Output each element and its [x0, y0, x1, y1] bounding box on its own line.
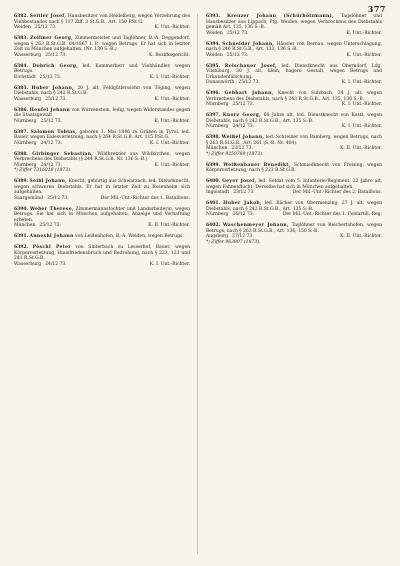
entry-place: Nürnberg [206, 212, 229, 217]
register-entry [206, 113, 382, 130]
entry-court: K. Unt.-Richter. [346, 52, 382, 58]
entry-number: 6383. [14, 36, 29, 41]
entry-place: Nürnberg [14, 118, 37, 124]
entry-court: K. Bezirksgericht. [149, 52, 190, 58]
entry-place-line [206, 31, 382, 37]
entry-number: 6387. [14, 129, 29, 135]
entry-place-line [206, 53, 382, 59]
entry-text: Wildbretzier aus Wildkirchen, wegen Verbrechens des Diebstahls (§ 244 R.St.G.B. Nr. 136 S.-B.) [14, 151, 191, 162]
entry-number: 6399. [206, 162, 221, 168]
entry-number: 6391. [14, 234, 29, 239]
register-entry [14, 130, 190, 147]
right-column [206, 14, 382, 251]
entry-text: von Leidenhofen, B.-A. Weiden, wegen Betrugs. [75, 234, 184, 239]
entry-number: 6390. [14, 206, 29, 212]
entry-number: 6388. [14, 151, 29, 157]
entry-text: Schmiedknecht von Freising, wegen Körperverletzung, nach § 223 R.St.G.B. [206, 162, 383, 173]
entry-date: 25/12 73. [232, 102, 255, 107]
register-entry [206, 223, 382, 245]
register-entry [14, 86, 190, 103]
register-entry [14, 234, 190, 240]
entry-number: 6398. [206, 135, 221, 140]
entry-court: K. II. Unt.-Richter. [148, 223, 190, 228]
entry-court: K. I. Unt.-Richter. [341, 124, 382, 129]
entry-number: 6401. [206, 201, 221, 206]
entry-date: 24/12 73. [232, 124, 255, 129]
entry-text: Knecht, gebürtig aus Schwarzach, led. Dienstknecht, wegen schweren Diebstahls. Er hat in letzter Zeit zu Rosenheim sich aufgehalten. [14, 179, 190, 195]
entry-place-line [14, 141, 190, 147]
entry-place-line [14, 119, 190, 125]
entry-number: 6395. [206, 63, 221, 69]
entry-place: Ingolstadt [206, 190, 230, 195]
entry-number: 6382. [14, 14, 29, 19]
entry-place: Weiden [206, 30, 223, 36]
entry-text: Knecht von Sulzbach, 24 J. alt, wegen Verbrechens des Diebstahls, nach § 243 R.St.G.B., Art. 135, 136 S.-B. [206, 91, 383, 102]
entry-place-line [206, 102, 382, 108]
entry-place: Augsburg [206, 234, 229, 239]
entry-date: 25/12 73. [45, 96, 67, 102]
entry-text: led. Kammerherr und Viehhändler, wegen Betrugs. [14, 63, 190, 74]
entry-name: Reischauer Josef, [224, 63, 277, 69]
entry-name: Gebhart Johann, [224, 91, 274, 96]
entry-name: Houfel Johann [29, 107, 71, 113]
entry-place-line [14, 75, 190, 81]
entry-place: Wasserburg [14, 96, 42, 102]
entry-court: K. Unt.-Richter. [346, 30, 382, 36]
entry-court: K. I. Unt.-Richter. [341, 102, 382, 107]
entry-court: K. Unt.-Richter. [154, 96, 190, 102]
entry-date: 25/12 73. [47, 195, 69, 201]
entry-place-line [14, 196, 190, 202]
entry-court: K. I. Unt.-Richter. [149, 74, 190, 80]
entry-date: 23/12 73. [233, 190, 255, 195]
entry-name: Salomon Tobias, [30, 129, 78, 135]
entry-text: geboren 1. Mai 1846 zu Gräben in Tyrol, led. Bauer, wegen Eidesverletzung, nach § 264 R.St.G.B. Art. 115 P.St.G. [14, 129, 191, 140]
register-entry [206, 179, 382, 196]
entry-text: Taglöhner von Reichertshofen, wegen Betrugs, nach § 263 R.St.G.B., Art. 136, 150 S.-B. [206, 223, 382, 234]
register-entry [206, 135, 382, 157]
entry-date: 25/12 73. [238, 80, 260, 85]
left-column [14, 14, 190, 273]
entry-number: 6400. [206, 179, 221, 184]
entry-court: Der Mil.-Unt.-Richter des 1. Feldartill.-Reg. [282, 212, 382, 217]
register-entry [14, 14, 190, 31]
entry-text: 20 J. alt, Feldgütlerssohn von Töging, wegen Diebstahls, nach § 242 R.St.G.B. [14, 85, 190, 96]
entry-text: Häusler von Bernau, wegen Unterschlagung, nach § 246 R.St.G.B., Art. 133, 136 S.-B. [206, 41, 383, 52]
entry-court: K. Unt.-Richter. [154, 162, 190, 168]
entry-place: Nürnberg [206, 124, 229, 129]
entry-number: 6384. [14, 63, 29, 69]
entry-number: 6394. [206, 41, 221, 47]
entry-number: 6385. [14, 85, 29, 91]
register-entry [14, 64, 190, 81]
entry-court: K. I. Unt.-Richter. [149, 140, 190, 146]
entry-name: Seibl Johann, [29, 179, 68, 184]
entry-place: Donauwörth [206, 80, 235, 85]
entry-place: München [206, 146, 228, 151]
register-entry [206, 42, 382, 59]
entry-place: Nürnberg [206, 102, 229, 107]
column-divider [197, 14, 198, 554]
entry-name: Seitler Josef, [29, 14, 67, 19]
page-number: 377 [367, 4, 386, 14]
entry-place: Saargemünd [14, 195, 44, 201]
entry-place: Weiden [206, 52, 223, 58]
register-entry [14, 179, 190, 201]
register-entry [206, 64, 382, 86]
entry-footnote: *) Ziffer 9259789 (1873). [206, 151, 264, 157]
entry-place-line [206, 190, 382, 196]
entry-date: 24/12 73. [45, 261, 67, 267]
register-entry [14, 152, 190, 174]
entry-date: 24/12 73. [40, 162, 63, 168]
entry-place: Eichstädt [14, 74, 36, 80]
entry-date: 25/12 73. [34, 25, 57, 30]
entry-place-line [206, 212, 382, 218]
entry-place: Wasserburg [14, 52, 42, 58]
register-entry [14, 207, 190, 229]
entry-text: Tagelöhner und Hausbesitzer aus Lippach, Pfg. Weiden, wegen Verbrechens des Diebstahls gemäß Art. 135, 136 S.-B. [206, 14, 382, 30]
entry-name: Weißel Johann, [221, 135, 265, 140]
entry-text: Zimmermannstochter und Landarbeiterin, wegen Betrugs. Sie hat sich in München aufgehalten, Anzeige und Verhaftung erbeten. [14, 206, 190, 223]
register-entry [14, 108, 190, 125]
entry-footnote: *) Ziffer 7316018 (1873). [14, 168, 72, 173]
entry-court: K. I. Unt.-Richter. [149, 261, 190, 267]
entry-text: von Sinterbach zu Lesserhof, Bauer, wegen Körperverletzung, Hausfriedensbruch und Bedrohung, nach § 223, 123 und 241 R.St.G.B. [14, 245, 191, 261]
register-entry [206, 91, 382, 108]
entry-name: Pöschl Peter [32, 245, 71, 250]
entry-name: Huber Jakob, [223, 201, 262, 206]
entry-name: Geyer Josef, [222, 179, 257, 184]
entry-text: Hausbesitzer von Heidelberg, wegen Verzehrung des Viehbestandes nach § 117 Ziff. 3 St.G.B., Art. 150 P.St.G. [14, 14, 191, 25]
entry-name: Zollmer Georg, [30, 36, 73, 41]
entry-number: 6386. [14, 107, 29, 113]
entry-date: 25/12 73. [39, 223, 61, 228]
entry-place-line [206, 124, 382, 130]
entry-text: von Wurzenstein, ledig, wegen Widerstandes gegen die Staatsgewalt. [14, 107, 190, 118]
entry-place-line [14, 97, 190, 103]
entry-place-line [14, 223, 190, 229]
entry-number: 6397. [206, 113, 221, 118]
entry-text: led. Schreiner von Bamberg, wegen Betrugs, nach § 263 R.St.G.B., Art. 261 (S.-B. Nr. 464). [206, 135, 382, 146]
entry-place: München [14, 223, 36, 228]
entry-name: Anneshl Johann [29, 234, 74, 239]
entry-place: Nürnberg [14, 140, 37, 146]
entry-date: 25/12 73. [226, 52, 249, 58]
register-entry [14, 245, 190, 267]
entry-name: Dobrich Georg, [32, 63, 79, 69]
entry-name: Weber Therese, [29, 206, 74, 212]
entry-place-line [14, 262, 190, 268]
entry-number: 6402. [206, 223, 221, 228]
entry-name: Huber Johann, [31, 85, 75, 91]
register-entry [206, 14, 382, 36]
entry-name: Weißenbauer Benedikt, [223, 162, 291, 168]
entry-date: 26/12 73. [232, 212, 255, 217]
entry-name: Girbinger Sebastian, [32, 151, 94, 157]
entry-footnote: *) Ziffer 963807 (1873). [206, 239, 261, 245]
entry-place: Nürnberg [14, 162, 37, 168]
entry-number: 6396. [206, 91, 221, 96]
entry-place-line [14, 53, 190, 59]
entry-name: Schneider Johann, [222, 41, 275, 47]
register-entry [206, 163, 382, 174]
entry-court: K. Unt.-Richter. [154, 25, 190, 30]
entry-number: 6393. [206, 14, 221, 19]
entry-text: Zimmermeister und Taglöhner, B.-A. Deggendorf, wegen § 263 R.St.G.B. 64/1867 I. P., wegen Betrugs. Er hat sich in letzter Zeit zu München aufgehalten. (Nr. 130 S.-B.) [14, 36, 191, 52]
entry-place-line [206, 80, 382, 86]
entry-court: K. I. Unt.-Richter. [341, 80, 382, 85]
register-entry [14, 36, 190, 58]
entry-date: 25/12 73. [40, 118, 63, 124]
entry-place: Wasserburg [14, 261, 42, 267]
entry-court: K. II. Unt.-Richter. [340, 234, 382, 239]
entry-number: 6389. [14, 179, 29, 184]
entry-number: 6392. [14, 245, 29, 250]
entry-text: 60 Jahre alt, led. Dienstknecht von Kastl, wegen Diebstahls, nach § 242 R.St.G.B., Art. 135 S.-B. [206, 113, 383, 124]
entry-text: led. Dienstknecht aus Oberndorf, Ldg. Vilsbiburg, 30 J. alt, klein, hagere Gestalt, wegen Betrugs und Urkundenfälschung. [206, 63, 382, 80]
entry-name: Waschenmeyer Johann, [222, 223, 289, 228]
entry-court: Der Mil.-Unt.-Richter des 1. Bataillons. [100, 195, 190, 201]
register-entry [206, 201, 382, 218]
entry-court: Der Mil.-Unt.-Richter des 2. Bataillons. [292, 190, 382, 195]
entry-court: K. II. Unt.-Richter. [340, 146, 382, 151]
entry-text: led. Soldat vom 5. Infanterie-Regiment, 22 Jahre alt, wegen Fahnenflucht. Derselbe hat sich in München aufgehalten. [206, 179, 382, 190]
entry-name: Kreuzer Johann (Schürhölzmann), [226, 14, 334, 19]
entry-date: 25/12 73. [226, 30, 249, 36]
entry-text: led. Bäcker von Obermenzing, 27 J. alt, wegen Diebstahls, nach § 242 R.St.G.B., Art. 135 S.-B. [206, 201, 382, 212]
entry-date: 27/12 73. [232, 234, 254, 239]
entry-court: K. Unt.-Richter. [154, 118, 190, 124]
entry-date: 25/12 73. [45, 52, 67, 58]
entry-name: Knorz Georg, [222, 113, 261, 118]
entry-date: 24/12 73. [40, 140, 63, 146]
entry-date: 25/12 73. [39, 74, 62, 80]
entry-date: 23/12 73. [231, 146, 253, 151]
entry-place-line [14, 25, 190, 31]
entry-place: Weiden [14, 25, 31, 30]
